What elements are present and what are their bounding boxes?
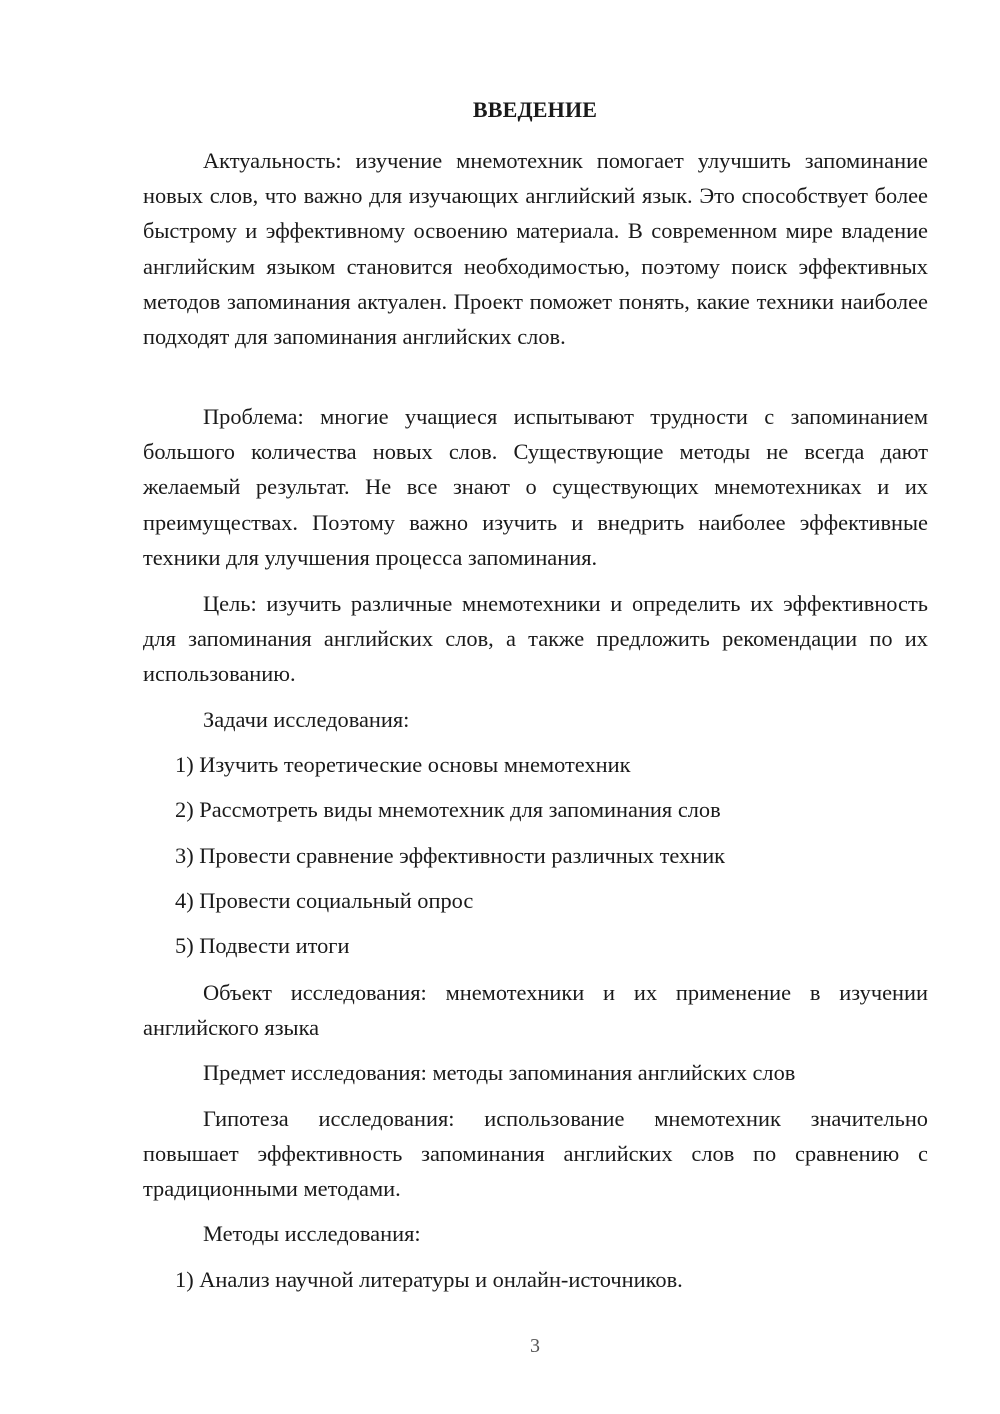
- subject-paragraph: Предмет исследования: методы запоминания английских слов: [203, 1060, 796, 1085]
- page-title: ВВЕДЕНИЕ: [472, 97, 598, 122]
- relevance-paragraph: Актуальность: изучение мнемотехник помогает улучшить запоминание новых слов, что важно для изучающих английский язык. Это способствует более быстрому и эффективному освоению материала. В современном мире владение английским языком становится необходимостью, поэтому поиск эффективных методов запоминания актуален. Проект поможет понять, какие техники наиболее подходят для запоминания английских слов.: [143, 148, 928, 350]
- tasks-heading: Задачи исследования:: [203, 707, 410, 732]
- object-paragraph: Объект исследования: мнемотехники и их применение в изучении английского языка: [143, 980, 928, 1041]
- page-number: 3: [530, 1335, 540, 1357]
- goal-paragraph: Цель: изучить различные мнемотехники и определить их эффективность для запоминания английских слов, а также предложить рекомендации по их использованию.: [143, 591, 928, 687]
- task-item: 5) Подвести итоги: [175, 933, 350, 958]
- problem-paragraph: Проблема: многие учащиеся испытывают трудности с запоминанием большого количества новых слов. Существующие методы не всегда дают желаемый результат. Не все знают о существующих мнемотехниках и их преимуществах. Поэтому важно изучить и внедрить наиболее эффективные техники для улучшения процесса запоминания.: [143, 404, 928, 570]
- task-item: 2) Рассмотреть виды мнемотехник для запоминания слов: [175, 797, 721, 822]
- hypothesis-paragraph: Гипотеза исследования: использование мнемотехник значительно повышает эффективность запоминания английских слов по сравнению с традиционными методами.: [143, 1106, 928, 1202]
- task-item: 3) Провести сравнение эффективности различных техник: [175, 843, 726, 868]
- methods-heading: Методы исследования:: [203, 1221, 421, 1246]
- method-item: 1) Анализ научной литературы и онлайн-источников.: [175, 1267, 683, 1292]
- task-item: 1) Изучить теоретические основы мнемотехник: [175, 752, 631, 777]
- task-item: 4) Провести социальный опрос: [175, 888, 474, 913]
